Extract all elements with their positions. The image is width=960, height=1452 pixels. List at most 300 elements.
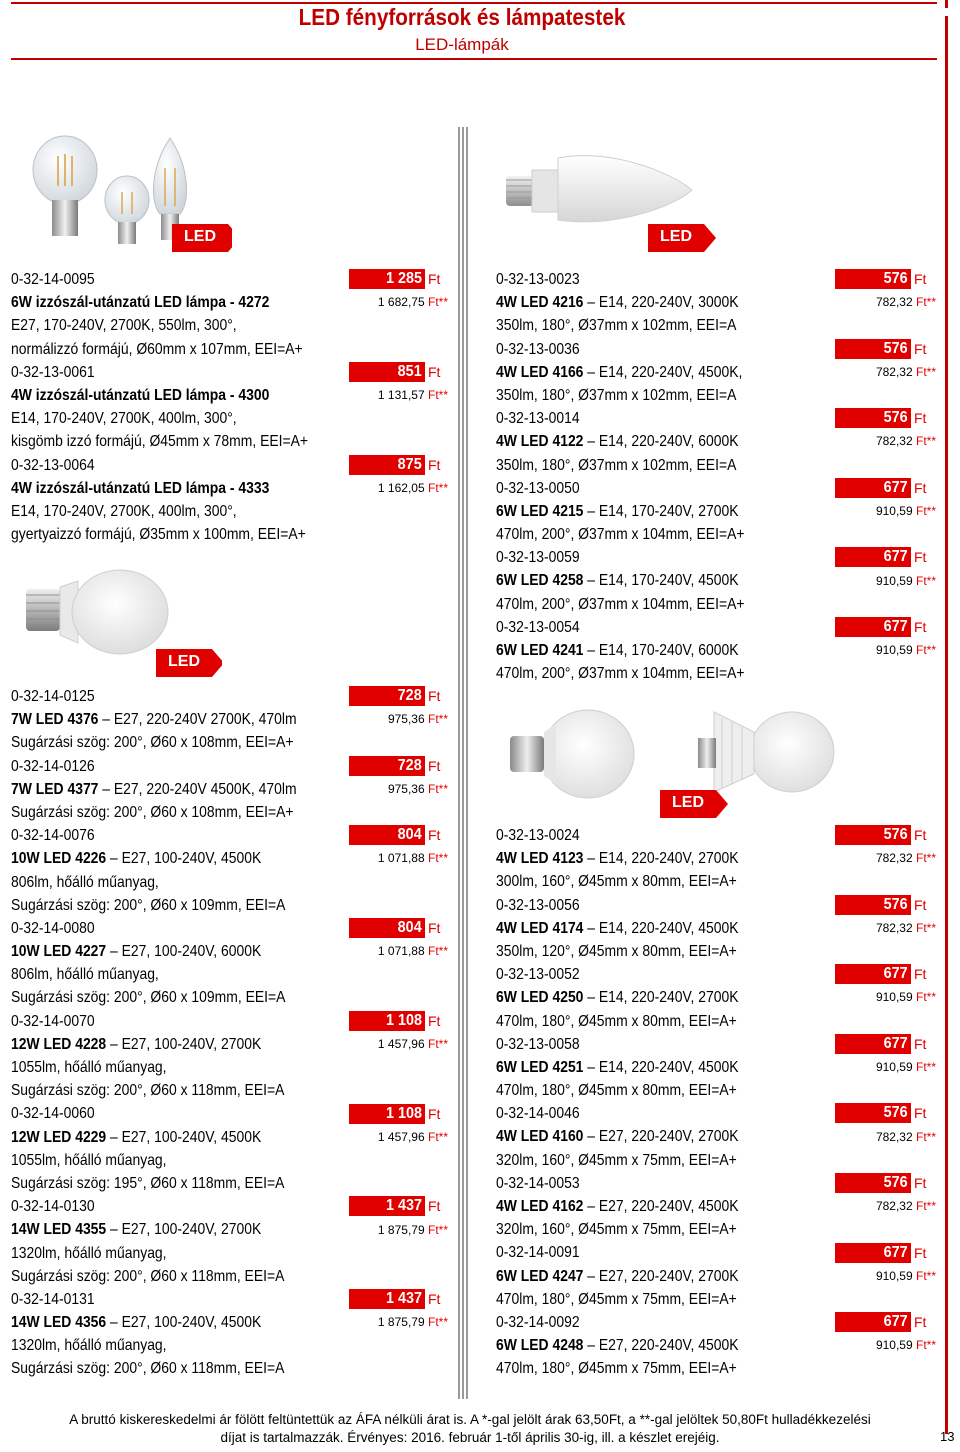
product-spec: – E27, 220-240V 4500K, 470lm <box>98 780 297 798</box>
net-currency-label: Ft** <box>427 712 448 727</box>
product-name-bold: 10W LED 4227 <box>11 943 107 961</box>
product-detail: Sugárzási szög: 200°, Ø60 x 108mm, EEI=A+ <box>11 734 294 752</box>
net-price-value: 1 457,96 <box>377 1037 425 1051</box>
price-row <box>0 338 940 361</box>
net-price-value: 1 682,75 <box>377 295 425 310</box>
price-row <box>0 1010 460 1033</box>
product-code-text: 0-32-13-0050 <box>496 479 580 497</box>
price-row <box>0 407 940 430</box>
product-detail: Sugárzási szög: 195°, Ø60 x 118mm, EEI=A <box>11 1174 285 1192</box>
currency-label: Ft <box>428 1198 441 1215</box>
gross-price-box <box>835 1312 911 1332</box>
product-detail: 1055lm, hőálló műanyag, <box>11 1151 167 1169</box>
product-detail: 350lm, 180°, Ø37mm x 102mm, EEI=A <box>496 456 737 474</box>
product-name-bold: 6W izzószál-utánzatú LED lámpa - 4272 <box>11 294 270 312</box>
product-spec: – E14, 170-240V, 2700K <box>583 502 739 520</box>
product-code-text: 0-32-13-0058 <box>496 1035 580 1053</box>
net-price-row <box>0 291 940 314</box>
product-detail: Sugárzási szög: 200°, Ø60 x 109mm, EEI=A <box>11 896 286 914</box>
net-price <box>0 708 448 731</box>
product-spec: – E27, 100-240V, 4500K <box>106 850 262 868</box>
net-price <box>0 940 448 963</box>
product-detail: 1320lm, hőálló műanyag, <box>11 1337 167 1355</box>
footer-line-2: díjat is tartalmazzák. Érvényes: 2016. február 1-től április 30-ig, ill. a készlet erejéig. <box>220 1430 720 1445</box>
net-price-row <box>0 847 940 870</box>
product-detail: 470lm, 200°, Ø37mm x 104mm, EEI=A+ <box>496 665 745 683</box>
candle-bulb-photo <box>492 128 716 254</box>
product-detail: Sugárzási szög: 200°, Ø60 x 118mm, EEI=A <box>11 1082 285 1100</box>
gross-price-box <box>349 1289 425 1309</box>
net-price-value: 1 071,88 <box>377 851 425 866</box>
currency-label: Ft <box>914 966 927 983</box>
product-spec: – E14, 220-240V, 4500K <box>583 919 739 937</box>
gross-price-box <box>835 895 911 915</box>
net-currency-label: Ft** <box>915 1060 936 1074</box>
product-code-text: 0-32-14-0076 <box>11 827 95 845</box>
net-currency-label: Ft** <box>427 851 448 866</box>
currency-label: Ft <box>914 1175 927 1191</box>
product-name-bold: 6W LED 4247 <box>496 1267 584 1285</box>
product-name-bold: 6W LED 4251 <box>496 1058 584 1076</box>
net-currency-label: Ft** <box>427 1037 448 1051</box>
net-currency-label: Ft** <box>915 434 936 449</box>
net-price-row <box>0 384 460 407</box>
gross-price-box <box>349 1011 425 1031</box>
currency-label: Ft <box>914 340 927 357</box>
product-detail: 470lm, 180°, Ø45mm x 80mm, EEI=A+ <box>496 1082 737 1100</box>
gross-price-box <box>349 686 425 706</box>
net-price-value: 782,32 <box>875 920 913 935</box>
net-currency-label: Ft** <box>915 364 936 379</box>
net-price <box>0 291 936 314</box>
product-spec: – E27, 100-240V, 2700K <box>106 1035 262 1053</box>
gross-price: 576 <box>883 895 908 913</box>
product-name-bold: 12W LED 4228 <box>11 1035 107 1053</box>
footer-note <box>0 1411 940 1447</box>
page-number: 13 <box>940 1429 955 1444</box>
product-detail: E14, 170-240V, 2700K, 400lm, 300°, <box>11 502 237 520</box>
price-row <box>0 546 940 569</box>
product-spec: – E27, 220-240V, 2700K <box>583 1267 739 1285</box>
price-row <box>0 1172 940 1195</box>
ribbed-bulbs-photo <box>492 692 874 818</box>
filament-bulbs-photo <box>10 128 232 254</box>
net-currency-label: Ft** <box>915 295 936 310</box>
gross-price: 576 <box>883 409 908 427</box>
net-price <box>0 1265 936 1288</box>
currency-label: Ft <box>914 619 927 635</box>
price-row <box>0 755 460 778</box>
price-row <box>0 454 460 477</box>
net-price-row <box>0 1334 940 1357</box>
currency-label: Ft <box>428 1012 441 1029</box>
product-detail: 806lm, hőálló műanyag, <box>11 873 159 891</box>
currency-label: Ft <box>428 757 441 774</box>
edge-rule <box>945 16 948 1434</box>
gross-price: 1 437 <box>385 1290 422 1308</box>
gross-price-box <box>835 964 911 984</box>
net-price-row <box>0 1265 940 1288</box>
net-price-value: 782,32 <box>875 851 913 866</box>
net-price <box>0 570 936 593</box>
product-code-text: 0-32-14-0126 <box>11 757 95 775</box>
product-name-bold: 14W LED 4355 <box>11 1221 107 1239</box>
net-price-row <box>0 1195 940 1218</box>
edge-rule <box>945 0 948 8</box>
gross-price-box <box>835 339 911 359</box>
net-price-value: 1 875,79 <box>377 1222 425 1237</box>
gross-price: 1 108 <box>385 1104 422 1122</box>
gross-price: 728 <box>397 756 422 774</box>
net-currency-label: Ft** <box>427 1222 448 1237</box>
net-price-value: 782,32 <box>875 434 913 449</box>
net-price-value: 910,59 <box>875 1268 913 1283</box>
net-currency-label: Ft** <box>915 990 936 1005</box>
product-spec: – E14, 220-240V, 3000K <box>583 294 739 312</box>
net-price-value: 782,32 <box>875 1199 913 1214</box>
product-detail: 350lm, 120°, Ø45mm x 80mm, EEI=A+ <box>496 942 737 960</box>
net-price <box>0 1126 936 1149</box>
net-price <box>0 361 936 384</box>
header-rule-bottom <box>11 58 937 60</box>
net-price-row <box>0 361 940 384</box>
price-row <box>0 1033 940 1056</box>
currency-label: Ft <box>914 827 927 843</box>
product-detail: 350lm, 180°, Ø37mm x 102mm, EEI=A <box>496 386 737 404</box>
gross-price: 677 <box>883 1313 908 1331</box>
net-currency-label: Ft** <box>915 920 936 935</box>
product-spec: – E14, 220-240V, 6000K <box>583 433 739 451</box>
gross-price-box <box>349 455 425 475</box>
product-detail: 470lm, 200°, Ø37mm x 104mm, EEI=A+ <box>496 595 745 613</box>
price-row <box>0 963 940 986</box>
net-currency-label: Ft** <box>915 573 936 588</box>
product-spec: – E27, 100-240V, 4500K <box>106 1128 262 1146</box>
product-detail: 320lm, 160°, Ø45mm x 75mm, EEI=A+ <box>496 1151 737 1169</box>
gross-price: 576 <box>883 1104 908 1122</box>
product-name-bold: 14W LED 4356 <box>11 1314 107 1332</box>
product-detail: Sugárzási szög: 200°, Ø60 x 118mm, EEI=A <box>11 1267 285 1285</box>
gross-price: 875 <box>397 455 422 473</box>
product-spec: – E27, 220-240V, 4500K <box>583 1198 739 1215</box>
price-row <box>0 685 460 708</box>
gross-price-box <box>835 617 911 637</box>
gross-price-box <box>835 1103 911 1123</box>
product-code-text: 0-32-13-0036 <box>496 340 580 358</box>
net-currency-label: Ft** <box>915 643 936 658</box>
gross-price-box <box>835 825 911 845</box>
footer-line-1: A bruttó kiskereskedelmi ár fölött feltüntettük az ÁFA nélküli árat is. A *-gal jelölt árak 63,50Ft, a **-gal jelöltek 50,80Ft hulladékkezelési <box>69 1412 871 1427</box>
product-name-bold: 4W izzószál-utánzatú LED lámpa - 4333 <box>11 479 270 497</box>
net-currency-label: Ft** <box>915 1129 936 1144</box>
net-price-row <box>0 778 460 801</box>
price-row <box>0 1242 940 1265</box>
product-code-text: 0-32-14-0125 <box>11 688 95 705</box>
product-code-text: 0-32-14-0053 <box>496 1174 580 1192</box>
price-row <box>0 268 940 291</box>
gross-price: 728 <box>397 687 422 704</box>
currency-label: Ft <box>914 1314 927 1331</box>
currency-label: Ft <box>428 1291 441 1308</box>
net-price-row <box>0 570 940 593</box>
net-price-value: 975,36 <box>387 712 425 727</box>
product-detail: 470lm, 180°, Ø45mm x 75mm, EEI=A+ <box>496 1360 737 1378</box>
net-price <box>0 1195 936 1218</box>
product-spec: – E14, 220-240V, 2700K <box>583 989 739 1007</box>
currency-label: Ft <box>428 688 441 704</box>
net-price-value: 1 457,96 <box>377 1129 425 1144</box>
product-detail: 1320lm, hőálló műanyag, <box>11 1244 167 1262</box>
product-detail: 470lm, 180°, Ø45mm x 80mm, EEI=A+ <box>496 1012 737 1030</box>
net-price <box>0 1056 936 1079</box>
gross-price: 576 <box>883 339 908 357</box>
product-detail: Sugárzási szög: 200°, Ø60 x 109mm, EEI=A <box>11 989 286 1007</box>
net-currency-label: Ft** <box>427 1315 448 1330</box>
product-detail: Sugárzási szög: 200°, Ø60 x 108mm, EEI=A+ <box>11 803 294 821</box>
gross-price-box <box>835 1173 911 1193</box>
net-price-row <box>0 500 940 523</box>
product-code-text: 0-32-14-0092 <box>496 1313 580 1331</box>
net-price-value: 975,36 <box>387 781 425 796</box>
net-currency-label: Ft** <box>427 388 448 402</box>
gross-price: 851 <box>397 362 422 380</box>
product-name-bold: 4W LED 4122 <box>496 433 584 451</box>
currency-label: Ft <box>914 1105 927 1122</box>
net-currency-label: Ft** <box>427 480 448 495</box>
product-detail: gyertyaizzó formájú, Ø35mm x 100mm, EEI=A+ <box>11 526 306 544</box>
product-code-text: 0-32-14-0070 <box>11 1012 95 1030</box>
currency-label: Ft <box>914 410 927 427</box>
net-price <box>0 639 936 662</box>
led-badge <box>172 224 232 252</box>
gross-price: 677 <box>883 1034 908 1052</box>
currency-label: Ft <box>428 1105 441 1122</box>
net-currency-label: Ft** <box>427 1129 448 1144</box>
product-detail: 300lm, 160°, Ø45mm x 80mm, EEI=A+ <box>496 873 737 891</box>
led-badge-text: LED <box>660 228 692 245</box>
product-spec: – E14, 220-240V, 4500K <box>583 1058 739 1076</box>
gross-price: 677 <box>883 478 908 496</box>
product-spec: – E14, 170-240V, 4500K <box>583 572 739 590</box>
net-price <box>0 384 448 407</box>
price-row <box>0 824 940 847</box>
gross-price: 804 <box>397 826 422 844</box>
product-name-bold: 4W LED 4123 <box>496 850 584 868</box>
gross-price-box <box>835 478 911 498</box>
net-currency-label: Ft** <box>915 1338 936 1353</box>
product-spec: – E27, 220-240V 2700K, 470lm <box>98 711 297 729</box>
product-code-text: 0-32-13-0023 <box>496 271 580 288</box>
product-detail: E27, 170-240V, 2700K, 550lm, 300°, <box>11 317 237 335</box>
product-code-text: 0-32-13-0056 <box>496 896 580 914</box>
net-currency-label: Ft** <box>427 781 448 796</box>
gross-price: 576 <box>883 270 908 287</box>
net-price-value: 782,32 <box>875 295 913 310</box>
product-code-text: 0-32-14-0095 <box>11 271 95 288</box>
price-row <box>0 1102 940 1125</box>
net-price-value: 782,32 <box>875 1129 913 1144</box>
net-price-row <box>0 708 460 731</box>
gross-price-box <box>835 408 911 428</box>
currency-label: Ft <box>428 920 441 936</box>
currency-label: Ft <box>428 271 441 287</box>
gross-price-box <box>349 756 425 776</box>
net-currency-label: Ft** <box>915 851 936 866</box>
gross-price-box <box>835 547 911 567</box>
product-detail: 470lm, 180°, Ø45mm x 75mm, EEI=A+ <box>496 1290 737 1308</box>
product-detail: Sugárzási szög: 200°, Ø60 x 118mm, EEI=A <box>11 1360 285 1378</box>
net-price-value: 910,59 <box>875 573 913 588</box>
product-detail: 1055lm, hőálló műanyag, <box>11 1059 167 1076</box>
product-spec: – E27, 220-240V, 2700K <box>583 1128 739 1146</box>
product-name-bold: 7W LED 4376 <box>11 711 99 729</box>
product-code-text: 0-32-13-0024 <box>496 827 580 844</box>
gross-price: 576 <box>883 826 908 843</box>
gross-price-box <box>835 1243 911 1263</box>
product-code-text: 0-32-14-0060 <box>11 1105 95 1123</box>
price-row <box>0 894 940 917</box>
gross-price-box <box>835 1034 911 1054</box>
gross-price: 677 <box>883 548 908 566</box>
product-spec: – E14, 220-240V, 4500K, <box>583 363 743 381</box>
product-name-bold: 4W LED 4174 <box>496 919 584 937</box>
gross-price: 804 <box>397 919 422 936</box>
product-name-bold: 4W LED 4216 <box>496 294 584 312</box>
product-detail: 806lm, hőálló műanyag, <box>11 966 159 984</box>
net-price <box>0 430 936 453</box>
net-price-row <box>0 1219 460 1242</box>
net-price-value: 910,59 <box>875 504 913 518</box>
product-detail: 320lm, 160°, Ø45mm x 75mm, EEI=A+ <box>496 1221 737 1239</box>
net-price-value: 910,59 <box>875 1338 913 1353</box>
currency-label: Ft <box>914 1244 927 1261</box>
product-code-text: 0-32-14-0130 <box>11 1198 95 1216</box>
gross-price: 677 <box>883 618 908 635</box>
gross-price: 1 437 <box>385 1197 422 1215</box>
product-name-bold: 6W LED 4241 <box>496 642 584 659</box>
net-currency-label: Ft** <box>915 1199 936 1214</box>
net-price-row <box>0 430 940 453</box>
product-code-text: 0-32-13-0059 <box>496 549 580 567</box>
product-spec: – E27, 100-240V, 6000K <box>106 943 262 961</box>
product-code-text: 0-32-13-0061 <box>11 363 95 381</box>
price-row <box>0 1288 460 1311</box>
product-detail: 350lm, 180°, Ø37mm x 102mm, EEI=A <box>496 317 737 335</box>
currency-label: Ft <box>914 271 927 287</box>
net-currency-label: Ft** <box>427 295 448 310</box>
product-detail: E14, 170-240V, 2700K, 400lm, 300°, <box>11 410 237 428</box>
gross-price: 677 <box>883 965 908 983</box>
currency-label: Ft <box>428 827 441 844</box>
net-price-row <box>0 917 940 940</box>
net-price <box>0 1219 448 1242</box>
product-code-text: 0-32-14-0131 <box>11 1290 95 1308</box>
net-price-row <box>0 639 940 662</box>
product-spec: – E27, 220-240V, 4500K <box>583 1337 739 1355</box>
gross-price-box <box>835 269 911 289</box>
product-spec: – E14, 220-240V, 2700K <box>583 850 739 868</box>
led-badge-text: LED <box>184 228 216 245</box>
product-code-text: 0-32-14-0080 <box>11 919 95 937</box>
net-price-value: 1 071,88 <box>377 944 425 959</box>
product-name-bold: 6W LED 4248 <box>496 1337 584 1355</box>
led-badge <box>648 224 716 252</box>
product-name-bold: 4W LED 4162 <box>496 1198 584 1215</box>
led-badge <box>660 790 728 818</box>
net-price <box>0 847 936 870</box>
product-code-text: 0-32-13-0054 <box>496 618 580 636</box>
currency-label: Ft <box>914 479 927 496</box>
net-price <box>0 500 936 523</box>
net-price-row <box>0 940 460 963</box>
currency-label: Ft <box>914 549 927 566</box>
price-row <box>0 477 940 500</box>
gross-price: 576 <box>883 1174 908 1191</box>
currency-label: Ft <box>428 363 441 380</box>
product-spec: – E27, 100-240V, 4500K <box>106 1314 262 1332</box>
net-price <box>0 1334 936 1357</box>
product-name-bold: 6W LED 4215 <box>496 502 584 520</box>
net-price-row <box>0 1056 940 1079</box>
product-detail: 470lm, 200°, Ø37mm x 104mm, EEI=A+ <box>496 526 745 544</box>
product-name-bold: 4W izzószál-utánzatú LED lámpa - 4300 <box>11 386 270 404</box>
product-name-bold: 6W LED 4258 <box>496 572 584 590</box>
product-name-bold: 6W LED 4250 <box>496 989 584 1007</box>
net-price-value: 910,59 <box>875 643 913 658</box>
net-price-row <box>0 1126 940 1149</box>
net-price-value: 1 875,79 <box>377 1315 425 1330</box>
net-price-value: 910,59 <box>875 990 913 1005</box>
product-name-bold: 10W LED 4226 <box>11 850 107 868</box>
net-price-value: 910,59 <box>875 1060 913 1074</box>
net-price-value: 1 131,57 <box>377 388 425 402</box>
product-detail: kisgömb izzó formájú, Ø45mm x 78mm, EEI=A+ <box>11 433 309 451</box>
currency-label: Ft <box>428 456 441 473</box>
currency-label: Ft <box>914 1035 927 1052</box>
product-name-bold: 4W LED 4160 <box>496 1128 584 1146</box>
price-row <box>0 616 940 639</box>
net-price-row <box>0 986 940 1009</box>
net-price <box>0 917 936 940</box>
product-code-text: 0-32-13-0064 <box>11 456 95 474</box>
currency-label: Ft <box>914 896 927 913</box>
net-price <box>0 778 448 801</box>
gross-price: 1 108 <box>385 1011 422 1029</box>
net-currency-label: Ft** <box>915 1268 936 1283</box>
product-detail: normálizzó formájú, Ø60mm x 107mm, EEI=A+ <box>11 340 303 358</box>
led-badge-text: LED <box>168 653 200 670</box>
led-badge-text: LED <box>672 794 704 811</box>
product-code-text: 0-32-13-0052 <box>496 966 580 984</box>
product-name-bold: 7W LED 4377 <box>11 780 99 798</box>
product-code-text: 0-32-13-0014 <box>496 410 580 428</box>
price-row <box>0 1311 940 1334</box>
page-title: LED fényforrások és lámpatestek <box>298 4 626 30</box>
net-currency-label: Ft** <box>427 944 448 959</box>
product-name-bold: 4W LED 4166 <box>496 363 584 381</box>
net-price-value: 1 162,05 <box>377 480 425 495</box>
net-currency-label: Ft** <box>915 504 936 518</box>
product-spec: – E14, 170-240V, 6000K <box>583 642 739 659</box>
net-price <box>0 986 936 1009</box>
page-subtitle: LED-lámpák <box>415 35 509 54</box>
product-code-text: 0-32-14-0091 <box>496 1244 580 1262</box>
product-spec: – E27, 100-240V, 2700K <box>106 1221 262 1239</box>
gross-price: 1 285 <box>385 270 422 287</box>
product-code-text: 0-32-14-0046 <box>496 1105 580 1123</box>
net-price-value: 782,32 <box>875 364 913 379</box>
gross-price: 677 <box>883 1243 908 1261</box>
